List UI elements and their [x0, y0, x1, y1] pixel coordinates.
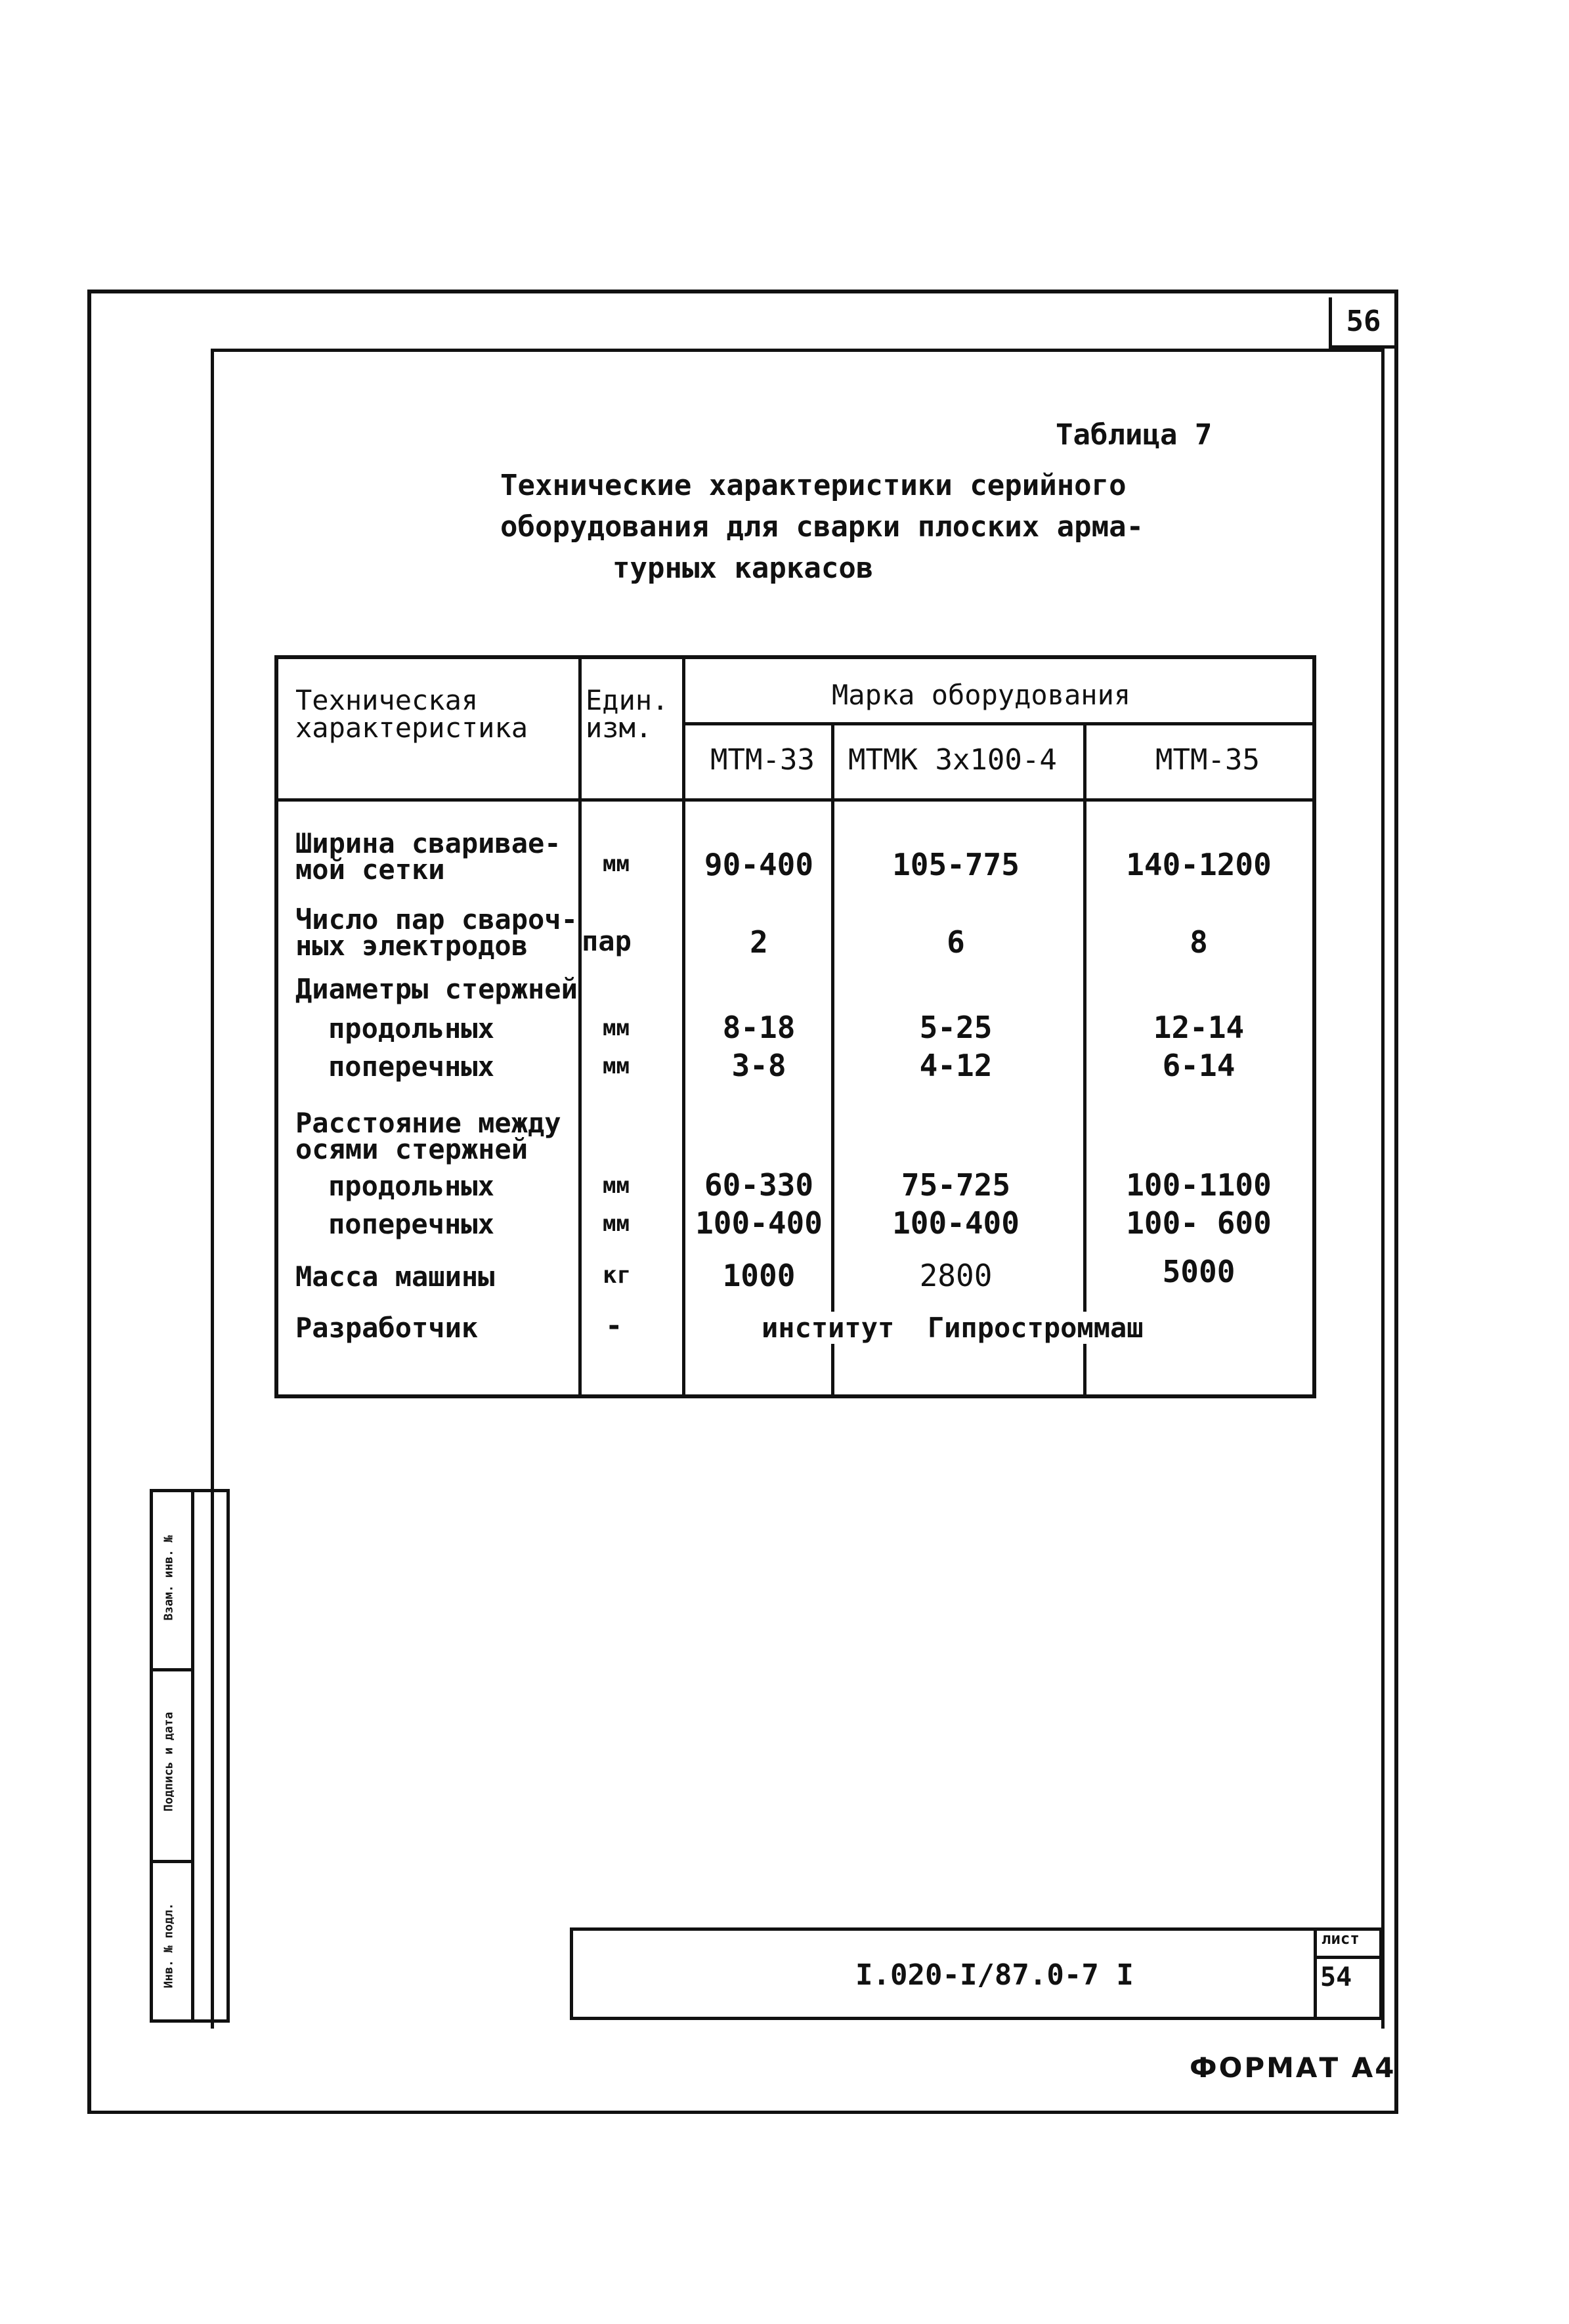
row-label: ных электродов — [295, 930, 528, 962]
stamp-separator — [153, 1668, 191, 1671]
header-model-3: МТМ-35 — [1155, 743, 1260, 777]
title-block-divider — [1314, 1927, 1317, 2020]
row-label: продольных — [328, 1012, 494, 1044]
header-characteristic: Техническая — [295, 684, 479, 716]
cell-value: 90-400 — [704, 847, 814, 882]
cell-value: 100- 600 — [1126, 1205, 1272, 1241]
page-number: 56 — [1329, 297, 1395, 349]
row-unit: пар — [582, 925, 632, 957]
column-divider — [1083, 725, 1086, 1396]
table-title-line3: турных каркасов — [613, 551, 874, 585]
row-unit: мм — [603, 851, 630, 877]
stamp-label-inv: Взам. инв. № — [161, 1535, 176, 1621]
sheet-value: 54 — [1320, 1962, 1352, 1992]
cell-value: 12-14 — [1153, 1010, 1245, 1045]
row-unit: мм — [603, 1173, 630, 1199]
cell-value: 100-1100 — [1126, 1167, 1272, 1203]
title-block — [570, 1927, 1383, 2020]
cell-value: 8 — [1190, 924, 1208, 960]
header-characteristic-2: характеристика — [295, 712, 528, 744]
approval-stamp — [150, 1489, 230, 2023]
row-group-label: Диаметры стержней — [295, 973, 578, 1005]
cell-value: 2800 — [919, 1258, 993, 1293]
row-label: Разработчик — [295, 1312, 479, 1344]
row-unit: мм — [603, 1211, 630, 1237]
row-label: Масса машины — [295, 1260, 495, 1293]
cell-value: 60-330 — [704, 1167, 814, 1203]
table-title-line2: оборудования для сварки плоских арма- — [500, 510, 1144, 544]
cell-value: 8-18 — [722, 1010, 796, 1045]
table-title-line1: Технические характеристики серийного — [500, 469, 1127, 502]
cell-value: 3-8 — [731, 1048, 786, 1083]
title-block-divider — [1317, 1956, 1383, 1959]
row-label: поперечных — [328, 1208, 494, 1240]
cell-value: 1000 — [722, 1258, 796, 1293]
document-code: I.020-I/87.0-7 I — [855, 1958, 1134, 1992]
stamp-separator — [153, 1860, 191, 1863]
header-unit-2: изм. — [586, 712, 653, 744]
cell-value: 4-12 — [919, 1048, 993, 1083]
sheet-label: лист — [1322, 1929, 1360, 1948]
cell-value: 6 — [947, 924, 965, 960]
row-unit: кг — [603, 1262, 632, 1289]
row-label: мой сетки — [295, 853, 445, 886]
row-group-label: Расстояние между — [295, 1107, 561, 1139]
column-divider — [578, 659, 582, 1396]
cell-value: 5-25 — [919, 1010, 993, 1045]
header-divider — [278, 798, 1316, 802]
cell-value: 105-775 — [892, 847, 1020, 882]
row-unit: - — [605, 1309, 623, 1343]
stamp-divider — [191, 1492, 194, 2019]
cell-value: 6-14 — [1162, 1048, 1236, 1083]
cell-value: 100-400 — [892, 1205, 1020, 1241]
format-label: ФОРМАТ А4 — [1190, 2052, 1396, 2084]
cell-value: 75-725 — [901, 1167, 1011, 1203]
cell-value: 140-1200 — [1126, 847, 1272, 882]
row-label: Ширина свариваe- — [295, 827, 561, 859]
developer-value: институт Гипростроммаш — [759, 1312, 1146, 1344]
specs-table — [274, 655, 1316, 1398]
row-unit: мм — [603, 1053, 630, 1079]
header-unit: Един. — [586, 684, 669, 716]
cell-value: 5000 — [1162, 1254, 1236, 1289]
row-unit: мм — [603, 1015, 630, 1041]
row-label: продольных — [328, 1170, 494, 1202]
row-label: поперечных — [328, 1050, 494, 1083]
header-divider — [682, 722, 1316, 725]
row-group-label: осями стержней — [295, 1133, 528, 1165]
table-label: Таблица 7 — [1056, 418, 1213, 452]
header-model-2: МТМК 3х100-4 — [848, 743, 1057, 777]
stamp-label-original: Инв. № подл. — [161, 1903, 176, 1989]
cell-value: 2 — [750, 924, 768, 960]
header-equipment-group: Марка оборудования — [832, 679, 1131, 711]
header-model-1: МТМ-33 — [710, 743, 815, 777]
row-label: Число пар свароч- — [295, 903, 578, 936]
stamp-label-signature: Подпись и дата — [161, 1711, 176, 1812]
cell-value: 100-400 — [695, 1205, 823, 1241]
